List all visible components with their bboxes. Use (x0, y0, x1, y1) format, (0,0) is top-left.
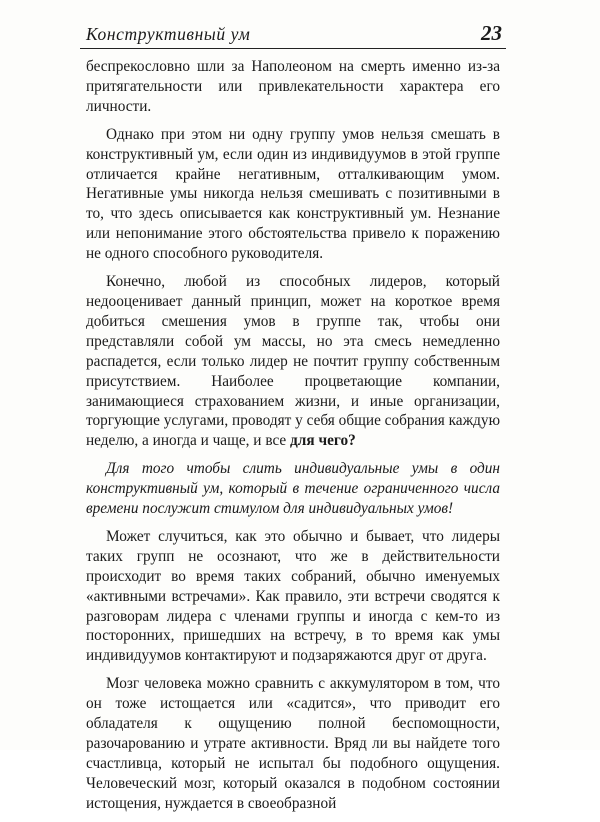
paragraph-6: Мозг человека можно сравнить с аккумулятором в том, что он тоже истощается или «садится», что приводит его обладателя к ощущению полной беспомощности, разочарованию и утрате активности. Вряд ли вы найдете того счастливца, который не испытал бы подобного ощущения. Человеческий мозг, который оказался в подобном состоянии истощения, нуждается в своеобразной (86, 675, 500, 812)
paragraph-3-text: Конечно, любой из способных лидеров, который недооценивает данный принцип, может на короткое время добиться смешения умов в группе так, чтобы они представляли собой ум массы, но эта смесь немедленно распадется, если только лидер не почтит группу собственным присутствием. Наиболее процветающие компании, занимающиеся страхованием жизни, и иные организации, торгующие услугами, проводят у себя общие собрания каждую неделю, а иногда и чаще, и все (86, 273, 500, 450)
page-number: 23 (481, 21, 502, 45)
body-text (86, 57, 500, 822)
paragraph-2: Однако при этом ни одну группу умов нельзя смешать в конструктивный ум, если один из индивидуумов в этой группе отличается крайне негативным, отталкивающим умом. Негативные умы никогда нельзя смешивать с позитивными в то, что здесь описывается как конструктивный ум. Незнание или непонимание этого обстоятельства привело к поражению не одного способного руководителя. (86, 125, 500, 263)
running-header (80, 22, 506, 49)
paragraph-1: беспрекословно шли за Наполеоном на смерть именно из-за притягательности или привлекательности характера его личности. (86, 58, 500, 115)
running-title: Конструктивный ум (86, 24, 251, 44)
paragraph-4-italic: Для того чтобы слить индивидуальные умы в один конструктивный ум, который в течение ограниченного числа времени послужит стимулом для индивидуальных умов! (86, 460, 500, 518)
paragraph-3 (86, 272, 500, 451)
paragraph-3-emphasis: для чего? (290, 432, 356, 450)
paragraph-5: Может случиться, как это обычно и бывает, что лидеры таких групп не осознают, что же в действительности происходит во время таких собраний, обычно именуемых «активными встречами». Как правило, эти встречи сводятся к разговорам лидера с членами группы и иногда с кем-то из посторонних, пришедших на встречу, в то время как умы индивидуумов контактируют и подзаряжаются друг от друга. (86, 527, 500, 665)
